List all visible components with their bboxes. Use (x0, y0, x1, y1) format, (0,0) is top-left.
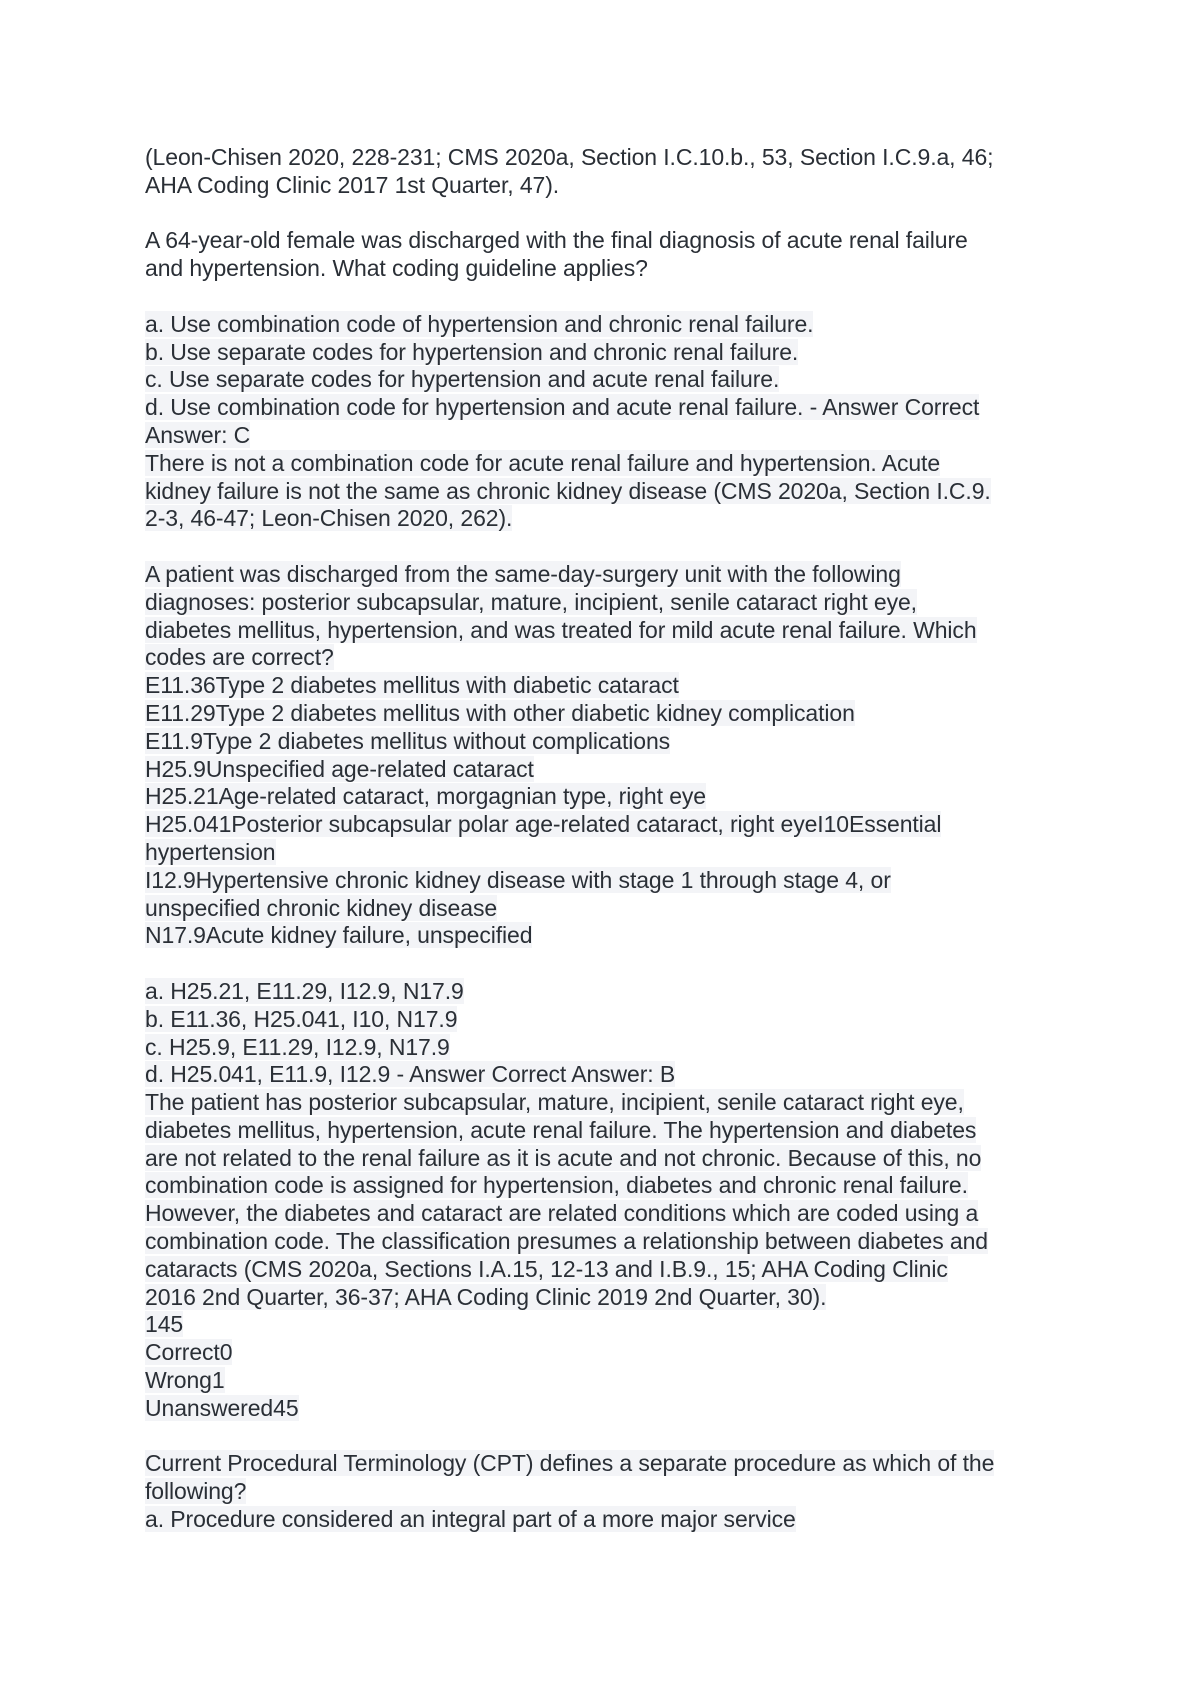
question-stem-line: diabetes mellitus, hypertension, and was treated for mild acute renal failure. Which (145, 616, 977, 643)
code-line: E11.9Type 2 diabetes mellitus without complications (145, 727, 671, 754)
paragraph-gap (145, 950, 1065, 978)
explanation-line: 2016 2nd Quarter, 36-37; AHA Coding Clinic 2019 2nd Quarter, 30). (145, 1283, 827, 1310)
question-1 (145, 227, 1065, 533)
quiz-stats (145, 1311, 1065, 1422)
code-line: E11.29Type 2 diabetes mellitus with other diabetic kidney complication (145, 699, 855, 726)
explanation-line: The patient has posterior subcapsular, mature, incipient, senile cataract right eye, (145, 1089, 964, 1116)
explanation-line: are not related to the renal failure as it is acute and not chronic. Because of this, no (145, 1144, 982, 1171)
question-stem-line: A patient was discharged from the same-day-surgery unit with the following (145, 560, 901, 587)
question-stem-line: A 64-year-old female was discharged with the final diagnosis of acute renal failure (145, 227, 968, 254)
answer-option-d: d. Use combination code for hypertension and acute renal failure. - Answer Correct (145, 394, 980, 421)
paragraph-gap (145, 533, 1065, 561)
explanation-line: However, the diabetes and cataract are related conditions which are coded using a (145, 1200, 979, 1227)
answer-option-b: b. E11.36, H25.041, I10, N17.9 (145, 1005, 458, 1032)
explanation-line: cataracts (CMS 2020a, Sections I.A.15, 12-13 and I.B.9., 15; AHA Coding Clinic (145, 1255, 948, 1282)
correct-count: Correct0 (145, 1339, 233, 1366)
question-stem-line: codes are correct? (145, 644, 334, 671)
document-page (145, 144, 1065, 1534)
explanation-line: There is not a combination code for acute renal failure and hypertension. Acute (145, 449, 941, 476)
explanation-line: combination code is assigned for hypertension, diabetes and chronic renal failure. (145, 1172, 968, 1199)
paragraph-gap (145, 200, 1065, 228)
code-line: H25.041Posterior subcapsular polar age-related cataract, right eyeI10Essential (145, 811, 942, 838)
question-2 (145, 561, 1065, 1312)
question-stem-line: diagnoses: posterior subcapsular, mature, incipient, senile cataract right eye, (145, 588, 917, 615)
code-line: H25.9Unspecified age-related cataract (145, 755, 534, 782)
explanation-line: diabetes mellitus, hypertension, acute renal failure. The hypertension and diabetes (145, 1116, 977, 1143)
question-3 (145, 1450, 1065, 1533)
answer-option-a: a. Use combination code of hypertension and chronic renal failure. (145, 310, 814, 337)
explanation-line: kidney failure is not the same as chronic kidney disease (CMS 2020a, Section I.C.9. (145, 477, 991, 504)
reference-block (145, 144, 1065, 200)
answer-option-a: a. H25.21, E11.29, I12.9, N17.9 (145, 977, 464, 1004)
explanation-line: combination code. The classification presumes a relationship between diabetes and (145, 1228, 988, 1255)
answer-option-c: c. H25.9, E11.29, I12.9, N17.9 (145, 1033, 450, 1060)
answer-option-b: b. Use separate codes for hypertension and chronic renal failure. (145, 338, 799, 365)
answer-option-d: d. H25.041, E11.9, I12.9 - Answer Correct Answer: B (145, 1061, 676, 1088)
question-number: 145 (145, 1311, 184, 1338)
wrong-count: Wrong1 (145, 1367, 225, 1394)
code-line: unspecified chronic kidney disease (145, 894, 498, 921)
paragraph-gap (145, 1423, 1065, 1451)
code-line: hypertension (145, 838, 276, 865)
explanation-line: 2-3, 46-47; Leon-Chisen 2020, 262). (145, 505, 513, 532)
answer-option-c: c. Use separate codes for hypertension and acute renal failure. (145, 366, 780, 393)
question-stem-line: following? (145, 1478, 247, 1505)
question-stem-line: Current Procedural Terminology (CPT) defines a separate procedure as which of the (145, 1450, 995, 1477)
code-line: I12.9Hypertensive chronic kidney disease with stage 1 through stage 4, or (145, 866, 891, 893)
code-line: H25.21Age-related cataract, morgagnian type, right eye (145, 783, 706, 810)
unanswered-count: Unanswered45 (145, 1394, 299, 1421)
question-stem-line: and hypertension. What coding guideline applies? (145, 255, 648, 282)
code-line: E11.36Type 2 diabetes mellitus with diabetic cataract (145, 672, 679, 699)
reference-line: (Leon-Chisen 2020, 228-231; CMS 2020a, Section I.C.10.b., 53, Section I.C.9.a, 46; (145, 144, 994, 170)
code-line: N17.9Acute kidney failure, unspecified (145, 922, 533, 949)
paragraph-gap (145, 283, 1065, 311)
reference-line: AHA Coding Clinic 2017 1st Quarter, 47). (145, 171, 560, 198)
answer-option-a: a. Procedure considered an integral part of a more major service (145, 1506, 796, 1533)
correct-answer-line: Answer: C (145, 421, 251, 448)
